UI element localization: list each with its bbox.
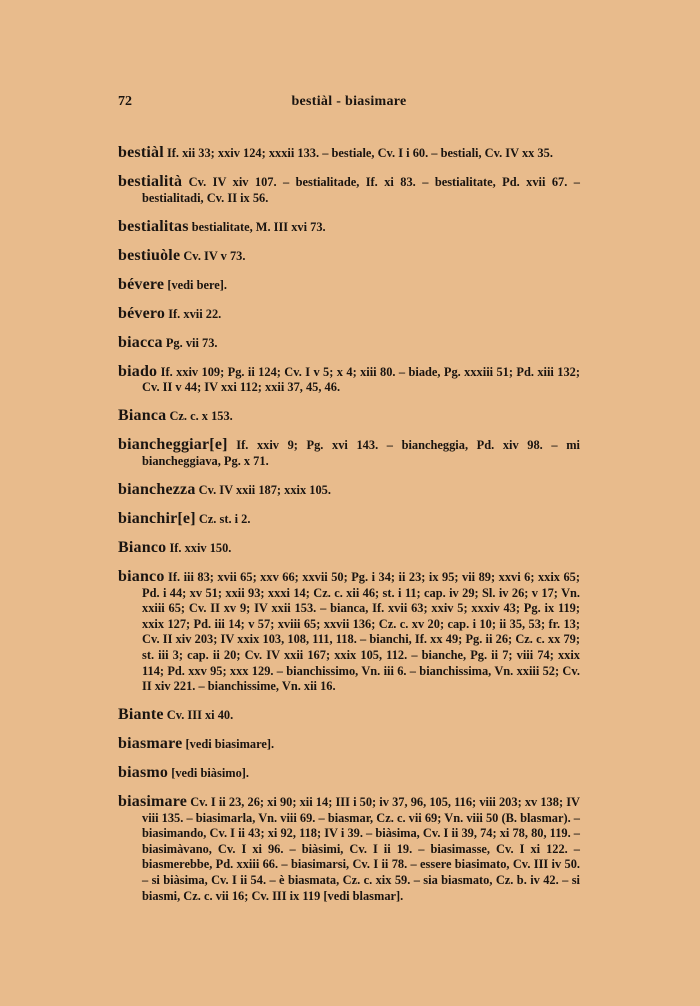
entry-text: [vedi biàsimo]. [171, 766, 250, 781]
page-number: 72 [118, 94, 132, 109]
dictionary-entry [118, 145, 580, 162]
dictionary-entry [118, 335, 580, 352]
entry-text: Cv. III xi 40. [166, 708, 234, 723]
entry-text: If. xxiv 9; Pg. xvi 143. – biancheggia, Pd. xiv 98. – mi biancheggiava, Pg. x 71. [142, 438, 580, 469]
entry-text: Cz. c. x 153. [169, 409, 233, 424]
dictionary-entry [118, 277, 580, 294]
entry-text: If. xxiv 150. [169, 540, 232, 555]
headword: biancheggiar[e] [118, 436, 228, 454]
entry-text: Cz. st. i 2. [198, 512, 251, 526]
headword: bianchezza [118, 481, 196, 499]
dictionary-entry [118, 174, 580, 206]
entry-text: [vedi biasimare]. [185, 737, 275, 752]
dictionary-entry [118, 482, 580, 499]
headword: bianco [118, 567, 165, 585]
dictionary-entry [118, 248, 580, 265]
entry-text: Cv. I ii 23, 26; xi 90; xii 14; III i 50; iv 37, 96, 105, 116; viii 203; xv 138; IV viii 135. – biasimarla, Vn. viii 69. – biasmar, Cz. c. vii 69; Vn. viii 50 (B. blasmar). – biasimando, Cv. I ii 43; xi 92, 118; IV i 39. – biàsima, Cv. I ii 39, 74; xi 78, 80, 119. – biasimàvano, Cv. I xi 96. – biàsimi, Cv. I ii 19. – biasimasse, Cv. I xi 122. – biasmerebbe, Pd. xxiii 66. – biasimarsi, Cv. I ii 78. – essere biasimato, Cv. III iv 50. – si biàsima, Cv. I ii 54. – è biasmata, Cz. c. xix 59. – sia biasmato, Cz. b. iv 42. – si biasmi, Cz. c. vii 16; Cv. III ix 119 [vedi blasmar]. [142, 795, 580, 903]
headword: Biante [118, 706, 164, 724]
dictionary-entry [118, 511, 580, 528]
dictionary-entry [118, 306, 580, 323]
headword: Bianca [118, 407, 167, 425]
dictionary-entries [118, 133, 580, 907]
dictionary-entry [118, 765, 580, 782]
running-head: bestiàl - biasimare [291, 94, 407, 109]
headword: bestialità [118, 173, 183, 191]
entry-text: Cv. IV xiv 107. – bestialitade, If. xi 83. – bestialitate, Pd. xvii 67. – bestialitadi, Cv. II ix 56. [142, 175, 580, 205]
entry-text: [vedi bere]. [167, 277, 227, 292]
dictionary-entry [118, 569, 580, 695]
entry-text: If. xvii 22. [168, 306, 222, 321]
headword: biasimare [118, 793, 188, 811]
entry-text: Pg. vii 73. [165, 335, 218, 350]
entry-text: If. iii 83; xvii 65; xxv 66; xxvii 50; Pg. i 34; ii 23; ix 95; vii 89; xxvi 6; xxix 65; Pd. i 44; xv 51; xxii 93; xxxi 14; Cz. c. xii 46; st. i 11; cap. iv 29; Sl. iv 26; v 17; Vn. xxiii 65; Cv. II xv 9; IV xxii 153. – bianca, If. xvii 63; xxiv 5; xxxiv 43; Pg. ix 119; xxix 127; Pd. iii 14; v 57; xviii 65; xxvii 136; Cz. c. xv 20; cap. i 10; ii 35, 53; fr. 13; Cv. II xiv 203; IV xxix 103, 108, 111, 118. – bianchi, If. xx 49; Pg. ii 26; Cz. c. xx 79; st. iii 3; cap. ii 20; Cv. IV xxii 167; xxix 105, 112. – bianche, Pg. ii 7; viii 74; xxix 114; Pd. xxv 95; xxx 129. – bianchissimo, Vn. iii 6. – bianchissima, Vn. xxiii 52; Cv. II xiv 221. – bianchissime, Vn. xii 16. [142, 569, 580, 694]
headword: biasmare [118, 735, 183, 753]
headword: biado [118, 362, 158, 380]
headword: bestiàl [118, 144, 164, 162]
headword: bestiuòle [118, 246, 181, 264]
dictionary-entry [118, 540, 580, 557]
dictionary-entry [118, 219, 580, 236]
headword: biacca [118, 333, 163, 351]
entry-text: If. xii 33; xxiv 124; xxxii 133. – bestiale, Cv. I i 60. – bestiali, Cv. IV xx 35. [166, 146, 553, 161]
entry-text: bestialitate, M. III xvi 73. [191, 219, 326, 234]
dictionary-entry [118, 437, 580, 469]
dictionary-entry [118, 736, 580, 753]
entry-text: Cv. IV v 73. [183, 248, 246, 263]
dictionary-entry [118, 707, 580, 724]
dictionary-entry [118, 408, 580, 425]
headword: bestialitas [118, 217, 189, 235]
headword: bianchir[e] [118, 510, 196, 527]
dictionary-entry [118, 794, 580, 904]
headword: biasmo [118, 764, 169, 782]
dictionary-entry [118, 364, 580, 396]
entry-text: Cv. IV xxii 187; xxix 105. [198, 483, 331, 498]
headword: bévero [118, 304, 166, 322]
entry-text: If. xxiv 109; Pg. ii 124; Cv. I v 5; x 4; xiii 80. – biade, Pg. xxxiii 51; Pd. xiii 132; Cv. II v 44; IV xxi 112; xxii 37, 45, 46. [142, 364, 580, 395]
page-header [118, 94, 580, 114]
headword: Bianco [118, 538, 167, 556]
headword: bévere [118, 275, 165, 293]
